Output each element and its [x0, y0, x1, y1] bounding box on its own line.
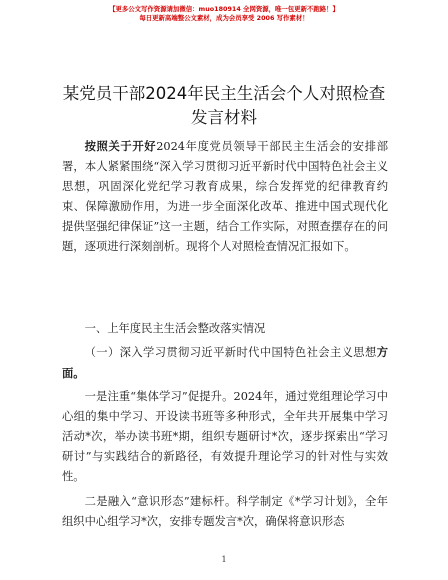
subsection-heading-part-a: （一）深入学习贯彻习近平新时代中国特色社会主义思想: [84, 346, 377, 359]
document-title: 某党员干部2024年民主生活会个人对照检查发言材料: [62, 84, 386, 127]
promo-banner-line-2: 每日更新高端整公文素材，成为会员享受 2006 写作素材！: [139, 14, 309, 22]
page-number: 1: [221, 555, 227, 564]
intro-paragraph: [62, 136, 388, 257]
subsection-heading-part-b: 方面。: [62, 345, 388, 380]
promo-banner: [0, 5, 448, 23]
section-heading: 一、上年度民主生活会整改落实情况: [84, 322, 266, 335]
body-paragraph-1: 一是注重“集体学习”促提升。2024年，通过党组理论学习中心组的集中学习、开设读书班等多种形式，全年共开展集中学习活动*次，举办读书班*期，组织专题研讨*次，逐步探索出“学习研讨”与实践结合的新路径，有效提升理论学习的针对性与实效性。: [62, 390, 388, 483]
intro-body: 2024年度党员领导干部民主生活会的安排部署，本人紧紧围绕“深入学习贯彻习近平新时代中国特色社会主义思想，巩固深化党纪学习教育成果，综合发挥党的纪律教育约束、保障激励作用，为进一步全面深化改革、推进中国式现代化提供坚强纪律保证”这一主题，结合工作实际，对照查摆存在的问题，逐项进行深刻剖析。现将个人对照检查情况汇报如下。: [62, 140, 388, 253]
intro-lead-in: 按照关于开好: [84, 139, 157, 153]
subsection-heading: [62, 342, 388, 384]
body-paragraph-2: 二是融入“意识形态”建标杆。科学制定《*学习计划》，全年组织中心组学习*次，安排专题发言*次，确保将意识形态: [62, 495, 388, 528]
promo-banner-line-1: 【更多公文写作资源请加微信：muo180914 全网资源，唯一包更新不跑路！】: [109, 5, 339, 13]
